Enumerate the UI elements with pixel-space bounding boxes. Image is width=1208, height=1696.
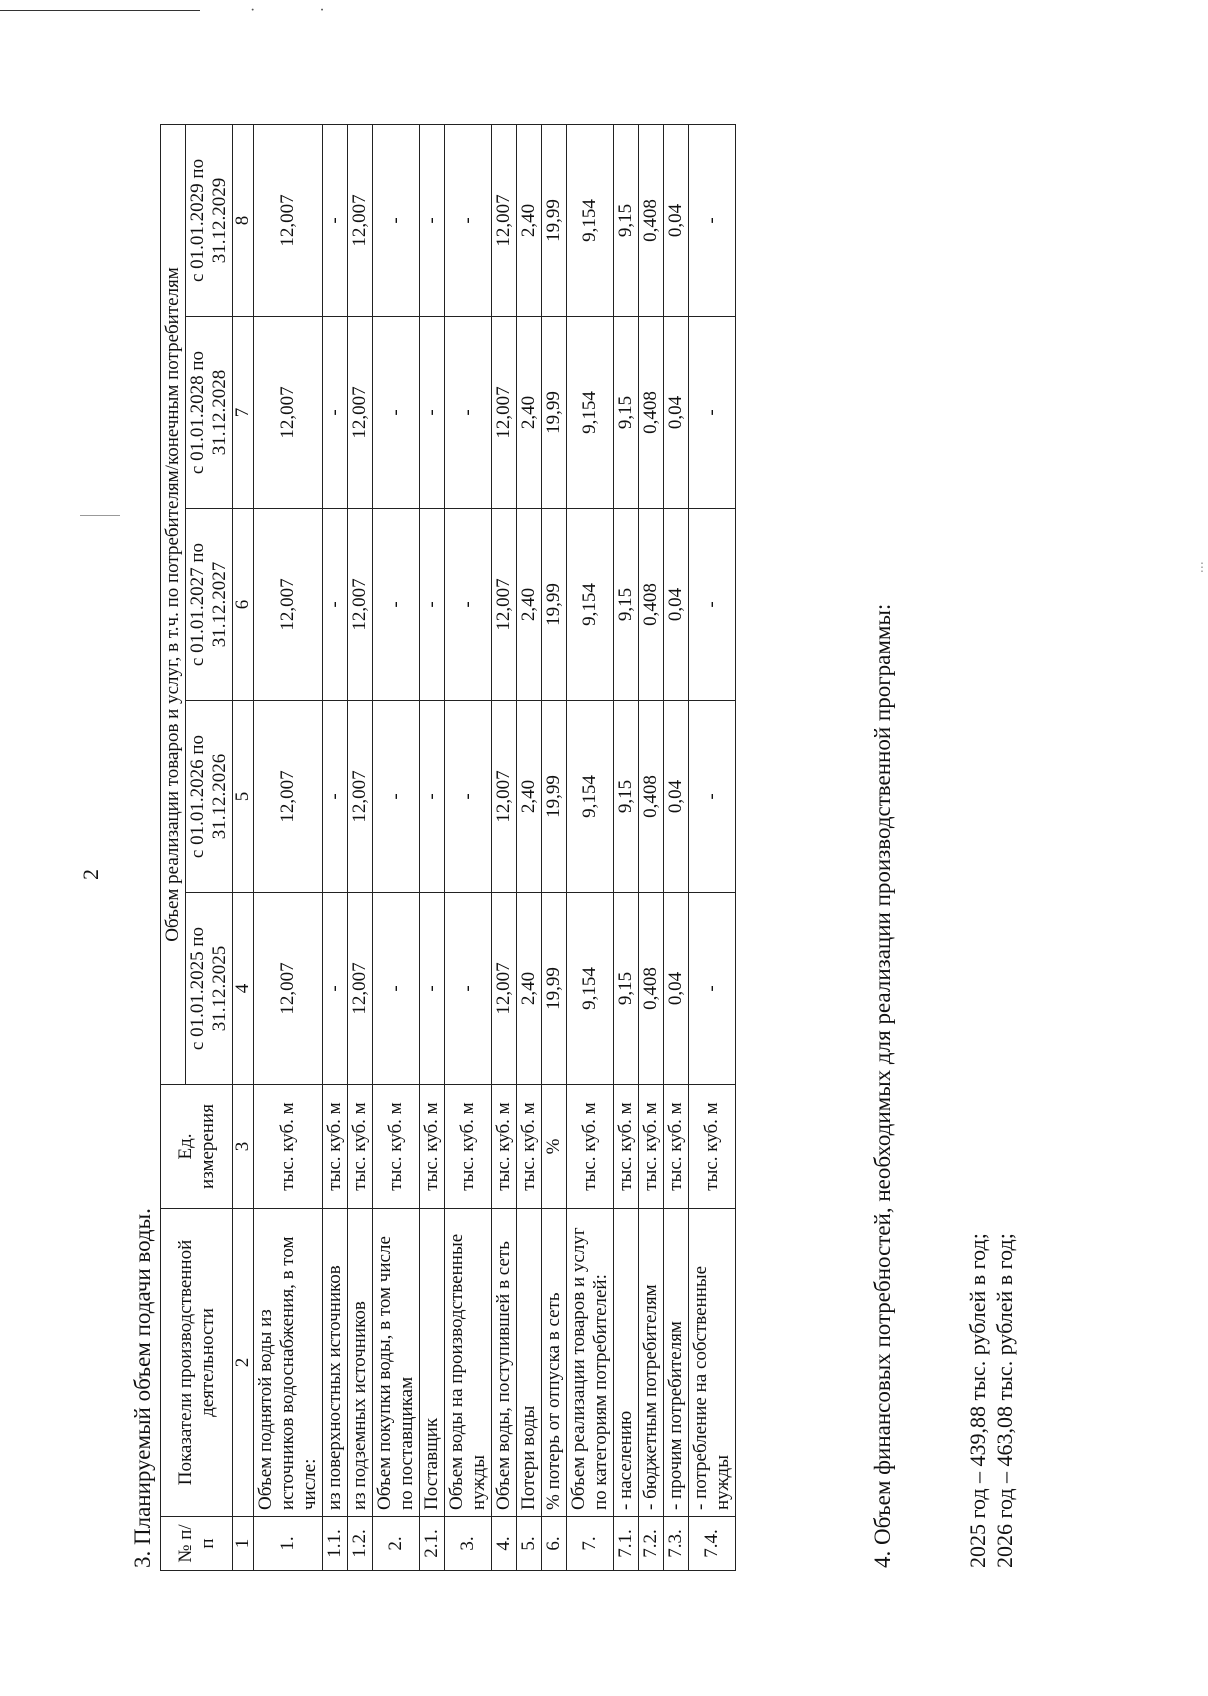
row-value: - xyxy=(689,124,736,316)
row-value: 0,04 xyxy=(664,317,689,509)
finance-line-2025: 2025 год – 439,88 тыс. рублей в год; xyxy=(965,1233,990,1568)
table-row xyxy=(542,124,567,1570)
row-value: 9,154 xyxy=(567,509,614,701)
row-indicator: - населению xyxy=(614,1209,639,1517)
table-row xyxy=(445,124,492,1570)
row-unit: тыс. куб. м xyxy=(348,1085,373,1209)
row-value: - xyxy=(445,893,492,1085)
row-value: 12,007 xyxy=(492,124,517,316)
table-row xyxy=(420,124,445,1570)
row-value: - xyxy=(689,509,736,701)
row-number: 4. xyxy=(492,1517,517,1571)
header-period-2029: с 01.01.2029 по 31.12.2029 xyxy=(186,124,233,316)
table-row xyxy=(492,124,517,1570)
row-indicator: Объем воды, поступившей в сеть xyxy=(492,1209,517,1517)
row-unit: тыс. куб. м xyxy=(373,1085,420,1209)
water-supply-table xyxy=(160,124,736,1571)
row-indicator: - бюджетным потребителям xyxy=(639,1209,664,1517)
table-body xyxy=(233,124,736,1570)
row-value: 9,154 xyxy=(567,124,614,316)
row-indicator: % потерь от отпуска в сеть xyxy=(542,1209,567,1517)
row-value: - xyxy=(420,124,445,316)
row-value: 12,007 xyxy=(492,701,517,893)
row-value: 9,15 xyxy=(614,893,639,1085)
header-row-1 xyxy=(161,124,186,1570)
table-row xyxy=(639,124,664,1570)
header-group: Объем реализации товаров и услуг, в т.ч. по потребителям/конечным потребителям xyxy=(161,124,186,1084)
row-value: 2,40 xyxy=(517,893,542,1085)
column-number: 8 xyxy=(233,124,254,316)
row-value: 12,007 xyxy=(348,317,373,509)
column-number: 7 xyxy=(233,317,254,509)
header-period-2026: с 01.01.2026 по 31.12.2026 xyxy=(186,701,233,893)
row-value: - xyxy=(420,317,445,509)
row-value: - xyxy=(420,509,445,701)
scan-edge-mark xyxy=(80,515,120,516)
row-value: 0,408 xyxy=(639,317,664,509)
row-value: 0,04 xyxy=(664,509,689,701)
row-value: 9,15 xyxy=(614,124,639,316)
row-value: 12,007 xyxy=(254,317,323,509)
row-unit: тыс. куб. м xyxy=(664,1085,689,1209)
row-value: 19,99 xyxy=(542,701,567,893)
row-unit: тыс. куб. м xyxy=(323,1085,348,1209)
row-number: 7. xyxy=(567,1517,614,1571)
finance-line-2026: 2026 год – 463,08 тыс. рублей в год; xyxy=(992,1233,1017,1568)
row-value: 19,99 xyxy=(542,317,567,509)
row-unit: тыс. куб. м xyxy=(420,1085,445,1209)
row-value: 9,15 xyxy=(614,509,639,701)
scan-marks: · · xyxy=(250,2,355,19)
row-value: - xyxy=(323,317,348,509)
row-value: 12,007 xyxy=(348,701,373,893)
row-unit: тыс. куб. м xyxy=(254,1085,323,1209)
column-number: 2 xyxy=(233,1209,254,1517)
row-value: 12,007 xyxy=(492,893,517,1085)
row-value: 12,007 xyxy=(254,893,323,1085)
row-value: 2,40 xyxy=(517,509,542,701)
row-value: 0,408 xyxy=(639,124,664,316)
row-value: 19,99 xyxy=(542,893,567,1085)
scan-marks-side: ⋮ xyxy=(1196,560,1208,574)
row-value: - xyxy=(373,893,420,1085)
table-row xyxy=(614,124,639,1570)
row-value: 9,15 xyxy=(614,317,639,509)
row-value: - xyxy=(689,317,736,509)
row-number: 2.1. xyxy=(420,1517,445,1571)
row-value: 12,007 xyxy=(492,509,517,701)
row-unit: тыс. куб. м xyxy=(639,1085,664,1209)
row-value: 12,007 xyxy=(348,124,373,316)
row-indicator: Объем поднятой воды из источников водоснабжения, в том числе: xyxy=(254,1209,323,1517)
row-indicator: - потребление на собственные нужды xyxy=(689,1209,736,1517)
row-value: - xyxy=(323,124,348,316)
column-number: 5 xyxy=(233,701,254,893)
row-value: 12,007 xyxy=(254,124,323,316)
row-value: - xyxy=(373,317,420,509)
section-4-title: 4. Объем финансовых потребностей, необходимых для реализации производственной программы: xyxy=(870,603,895,1568)
row-unit: % xyxy=(542,1085,567,1209)
row-value: 2,40 xyxy=(517,701,542,893)
row-value: - xyxy=(445,701,492,893)
row-indicator: - прочим потребителям xyxy=(664,1209,689,1517)
row-number: 7.4. xyxy=(689,1517,736,1571)
row-value: - xyxy=(373,509,420,701)
row-number: 3. xyxy=(445,1517,492,1571)
row-value: 2,40 xyxy=(517,124,542,316)
row-unit: тыс. куб. м xyxy=(567,1085,614,1209)
row-number: 7.3. xyxy=(664,1517,689,1571)
row-indicator: Объем воды на производственные нужды xyxy=(445,1209,492,1517)
header-indicator: Показатели производственной деятельности xyxy=(161,1209,233,1517)
row-value: 19,99 xyxy=(542,124,567,316)
table-row xyxy=(517,124,542,1570)
column-number-row xyxy=(233,124,254,1570)
row-value: 0,04 xyxy=(664,124,689,316)
row-value: 2,40 xyxy=(517,317,542,509)
row-value: 0,04 xyxy=(664,701,689,893)
row-value: - xyxy=(323,509,348,701)
row-value: - xyxy=(689,701,736,893)
table-row xyxy=(348,124,373,1570)
row-value: 9,154 xyxy=(567,317,614,509)
row-indicator: Поставщик xyxy=(420,1209,445,1517)
table-row xyxy=(254,124,323,1570)
row-value: - xyxy=(445,124,492,316)
row-number: 1.1. xyxy=(323,1517,348,1571)
row-value: - xyxy=(373,124,420,316)
row-value: 0,408 xyxy=(639,701,664,893)
table-row xyxy=(373,124,420,1570)
row-value: 12,007 xyxy=(348,893,373,1085)
row-value: - xyxy=(420,701,445,893)
table-row xyxy=(567,124,614,1570)
column-number: 6 xyxy=(233,509,254,701)
row-number: 1.2. xyxy=(348,1517,373,1571)
row-indicator: из поверхностных источников xyxy=(323,1209,348,1517)
row-number: 7.1. xyxy=(614,1517,639,1571)
row-number: 6. xyxy=(542,1517,567,1571)
row-value: - xyxy=(420,893,445,1085)
row-value: - xyxy=(373,701,420,893)
row-unit: тыс. куб. м xyxy=(614,1085,639,1209)
row-indicator: Потери воды xyxy=(517,1209,542,1517)
row-unit: тыс. куб. м xyxy=(492,1085,517,1209)
row-value: - xyxy=(323,701,348,893)
row-unit: тыс. куб. м xyxy=(689,1085,736,1209)
page-number: 2 xyxy=(78,869,103,880)
row-value: 19,99 xyxy=(542,509,567,701)
row-unit: тыс. куб. м xyxy=(445,1085,492,1209)
row-value: - xyxy=(689,893,736,1085)
header-period-2025: с 01.01.2025 по 31.12.2025 xyxy=(186,893,233,1085)
row-number: 5. xyxy=(517,1517,542,1571)
header-period-2027: с 01.01.2027 по 31.12.2027 xyxy=(186,509,233,701)
table-row xyxy=(689,124,736,1570)
row-value: 0,04 xyxy=(664,893,689,1085)
row-value: 9,154 xyxy=(567,701,614,893)
row-value: 0,408 xyxy=(639,893,664,1085)
header-period-2028: с 01.01.2028 по 31.12.2028 xyxy=(186,317,233,509)
row-indicator: Объем покупки воды, в том числе по поставщикам xyxy=(373,1209,420,1517)
row-value: - xyxy=(323,893,348,1085)
row-unit: тыс. куб. м xyxy=(517,1085,542,1209)
row-number: 7.2. xyxy=(639,1517,664,1571)
row-value: 9,154 xyxy=(567,893,614,1085)
table-row xyxy=(323,124,348,1570)
table-row xyxy=(664,124,689,1570)
row-value: 12,007 xyxy=(492,317,517,509)
column-number: 4 xyxy=(233,893,254,1085)
row-value: - xyxy=(445,509,492,701)
row-value: 12,007 xyxy=(254,701,323,893)
row-number: 1. xyxy=(254,1517,323,1571)
row-indicator: Объем реализации товаров и услуг по категориям потребителей: xyxy=(567,1209,614,1517)
column-number: 3 xyxy=(233,1085,254,1209)
row-value: 9,15 xyxy=(614,701,639,893)
column-number: 1 xyxy=(233,1517,254,1571)
header-unit: Ед. измерения xyxy=(161,1085,233,1209)
header-num: № п/п xyxy=(161,1517,233,1571)
row-value: - xyxy=(445,317,492,509)
row-value: 0,408 xyxy=(639,509,664,701)
row-value: 12,007 xyxy=(348,509,373,701)
row-indicator: из подземных источников xyxy=(348,1209,373,1517)
row-value: 12,007 xyxy=(254,509,323,701)
section-3-title: 3. Планируемый объем подачи воды. xyxy=(130,1208,155,1568)
row-number: 2. xyxy=(373,1517,420,1571)
